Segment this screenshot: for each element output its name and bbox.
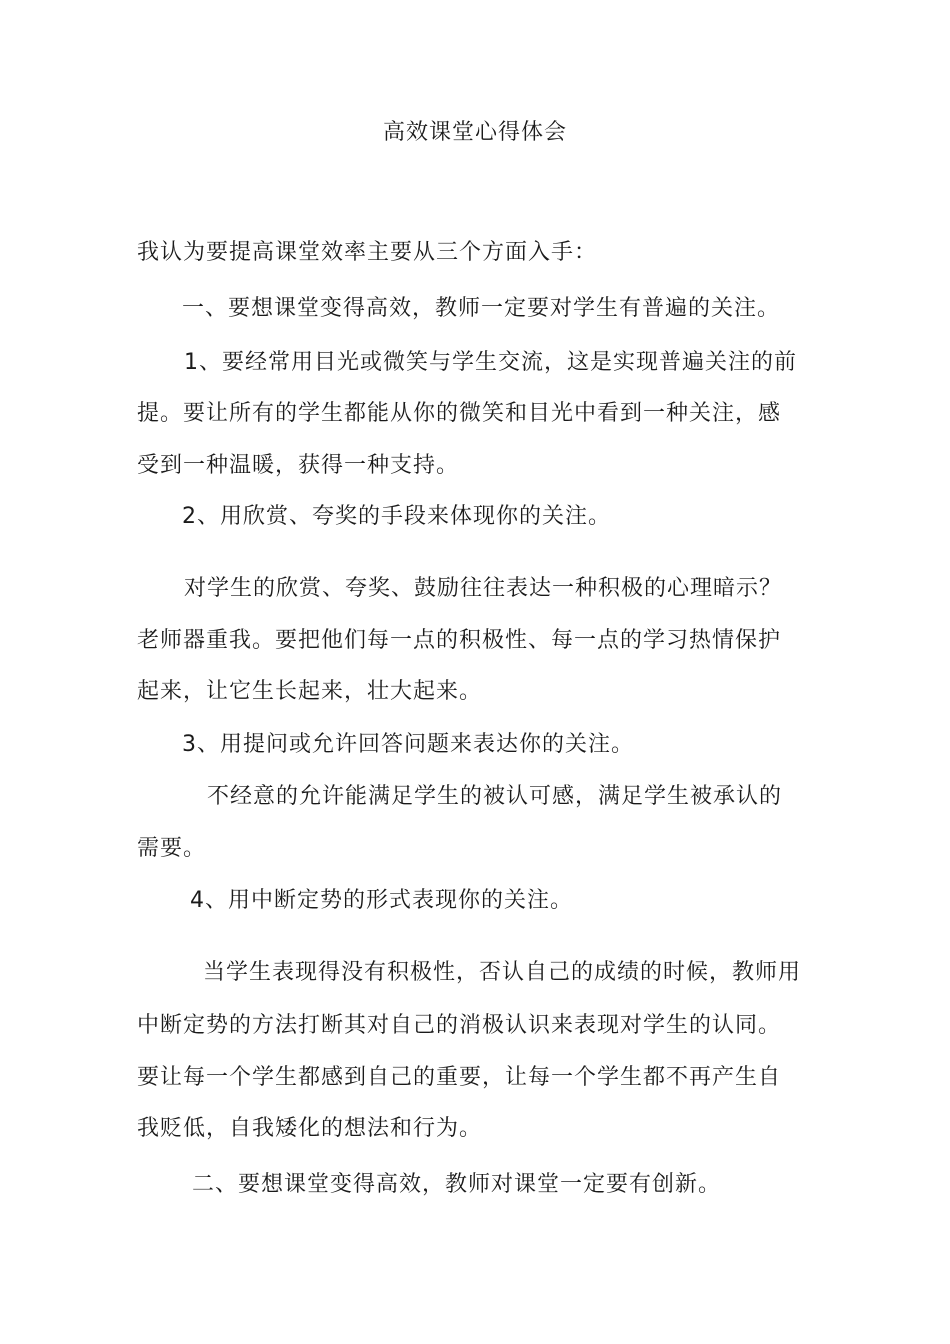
point-4-body-line-1: 当学生表现得没有积极性，否认自己的成绩的时候，教师用 <box>203 960 802 985</box>
point-1-line-3: 受到一种温暖，获得一种支持。 <box>137 453 460 478</box>
point-2-body-line-1: 对学生的欣赏、夸奖、鼓励往往表达一种积极的心理暗示？ <box>184 576 783 601</box>
point-4-body-line-4: 我贬低，自我矮化的想法和行为。 <box>137 1116 483 1141</box>
section-two-heading: 二、要想课堂变得高效，教师对课堂一定要有创新。 <box>192 1172 722 1197</box>
point-3-body-line-2: 需要。 <box>137 836 207 861</box>
point-3-body-line-1: 不经意的允许能满足学生的被认可感，满足学生被承认的 <box>207 784 783 809</box>
point-2-heading: 2、用欣赏、夸奖的手段来体现你的关注。 <box>182 504 611 529</box>
point-2-body-line-3: 起来，让它生长起来，壮大起来。 <box>137 679 483 704</box>
point-4-body-line-3: 要让每一个学生都感到自己的重要，让每一个学生都不再产生自 <box>137 1065 782 1090</box>
point-2-body-line-2: 老师器重我。要把他们每一点的积极性、每一点的学习热情保护 <box>137 628 782 653</box>
document-title: 高效课堂心得体会 <box>382 120 567 145</box>
section-one-heading: 一、要想课堂变得高效，教师一定要对学生有普遍的关注。 <box>182 296 781 321</box>
point-3-heading: 3、用提问或允许回答问题来表达你的关注。 <box>182 732 634 757</box>
point-4-body-line-2: 中断定势的方法打断其对自己的消极认识来表现对学生的认同。 <box>137 1013 782 1038</box>
intro-line: 我认为要提高课堂效率主要从三个方面入手： <box>137 240 598 265</box>
point-1-line-2: 提。要让所有的学生都能从你的微笑和目光中看到一种关注，感 <box>137 401 782 426</box>
point-4-heading: 4、用中断定势的形式表现你的关注。 <box>190 888 573 913</box>
point-1-line-1: 1、要经常用目光或微笑与学生交流，这是实现普遍关注的前 <box>184 350 797 375</box>
